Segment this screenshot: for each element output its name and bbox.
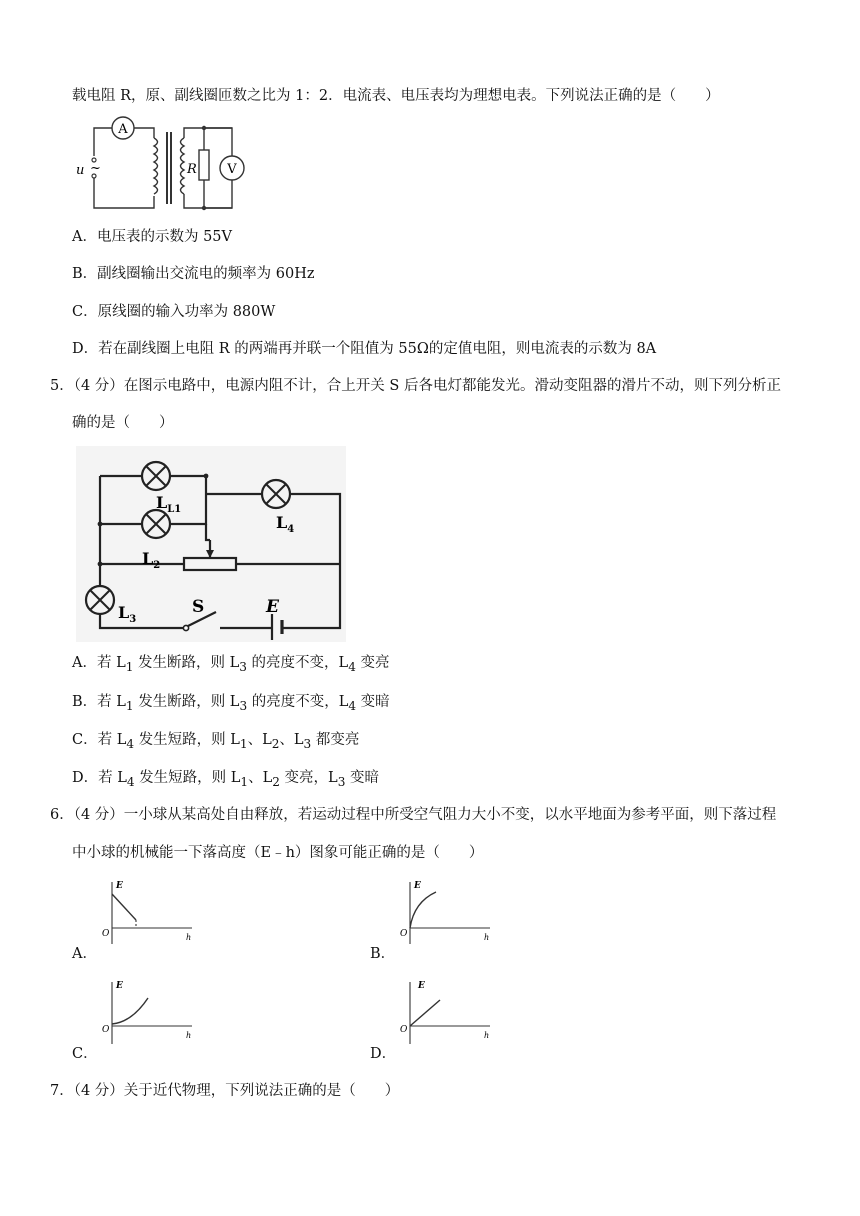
q7-stem: 7．（4 分）关于近代物理，下列说法正确的是（ ） <box>50 1083 400 1099</box>
q5-stem-line1: 5．（4 分）在图示电路中，电源内阻不计，合上开关 S 后各电灯都能发光。滑动变阻器的滑片不动，则下列分析正 <box>50 378 781 394</box>
svg-text:h: h <box>484 1031 490 1040</box>
emf-label: E <box>266 597 279 617</box>
svg-text:h: h <box>484 933 490 942</box>
q5-option-b: B．若 $L_1$ 发生断路，则 $L_3$ 的亮度不变，$L_4$ 变暗 <box>72 694 390 713</box>
voltmeter-label: V <box>227 162 237 177</box>
svg-text:E: E <box>414 881 421 891</box>
q5-stem-line2: 确的是（ ） <box>72 415 174 431</box>
lamp-l4-label: $L_4$ <box>276 513 295 535</box>
q5-option-a: A．若 $L_1$ 发生断路，则 $L_3$ 的亮度不变，$L_4$ 变亮 <box>72 655 390 674</box>
q6-graph-a <box>98 876 198 948</box>
lamp-l3-label: $L_3$ <box>118 603 137 625</box>
q5-option-c: C．若 $L_4$ 发生短路，则 $L_1$、$L_2$、$L_3$ 都变亮 <box>72 732 360 751</box>
svg-text:h: h <box>186 1031 192 1040</box>
q6-label-c: C． <box>72 1046 98 1062</box>
svg-text:O: O <box>400 929 408 939</box>
q6-graph-d <box>396 976 496 1048</box>
svg-text:E: E <box>116 881 123 891</box>
svg-text:O: O <box>400 1025 408 1035</box>
q4-option-d: D．若在副线圈上电阻 R 的两端再并联一个阻值为 55Ω的定值电阻，则电流表的示数为 8A <box>72 341 657 357</box>
q4-stem-tail: 载电阻 R，原、副线圈匝数之比为 1：2．电流表、电压表均为理想电表。下列说法正确的是（ ） <box>72 88 720 104</box>
q6-stem-line2: 中小球的机械能一下落高度（E﹣h）图象可能正确的是（ ） <box>72 845 484 861</box>
q6-graph-c <box>98 976 198 1048</box>
q6-graph-b <box>396 876 496 948</box>
svg-text:E: E <box>418 981 425 991</box>
svg-text:O: O <box>102 929 110 939</box>
q4-option-a: A．电压表的示数为 55V <box>72 229 233 245</box>
svg-text:h: h <box>186 933 192 942</box>
svg-text:E: E <box>116 981 123 991</box>
q4-option-b: B．副线圈输出交流电的频率为 60Hz <box>72 266 315 282</box>
lamp-l1-label: $L_{L1}$ <box>156 493 182 515</box>
q4-transformer-circuit-figure <box>72 116 272 216</box>
svg-text:O: O <box>102 1025 110 1035</box>
source-label: u <box>76 163 85 178</box>
resistor-label: R <box>187 162 197 177</box>
q4-option-c: C．原线圈的输入功率为 880W <box>72 304 276 320</box>
ammeter-label: A <box>118 122 128 137</box>
q5-lamp-circuit-figure <box>76 446 346 642</box>
lamp-l2-label: $L_2$ <box>142 549 161 571</box>
switch-label: S <box>192 597 205 617</box>
q6-label-d: D． <box>370 1046 397 1062</box>
q6-label-a: A． <box>72 946 97 962</box>
q6-label-b: B． <box>370 946 396 962</box>
q6-stem-line1: 6．（4 分）一小球从某高处自由释放，若运动过程中所受空气阻力大小不变，以水平地面为参考平面，则下落过程 <box>50 807 777 823</box>
svg-text:~: ~ <box>90 161 101 176</box>
q5-option-d: D．若 $L_4$ 发生短路，则 $L_1$、$L_2$ 变亮，$L_3$ 变暗 <box>72 770 379 789</box>
